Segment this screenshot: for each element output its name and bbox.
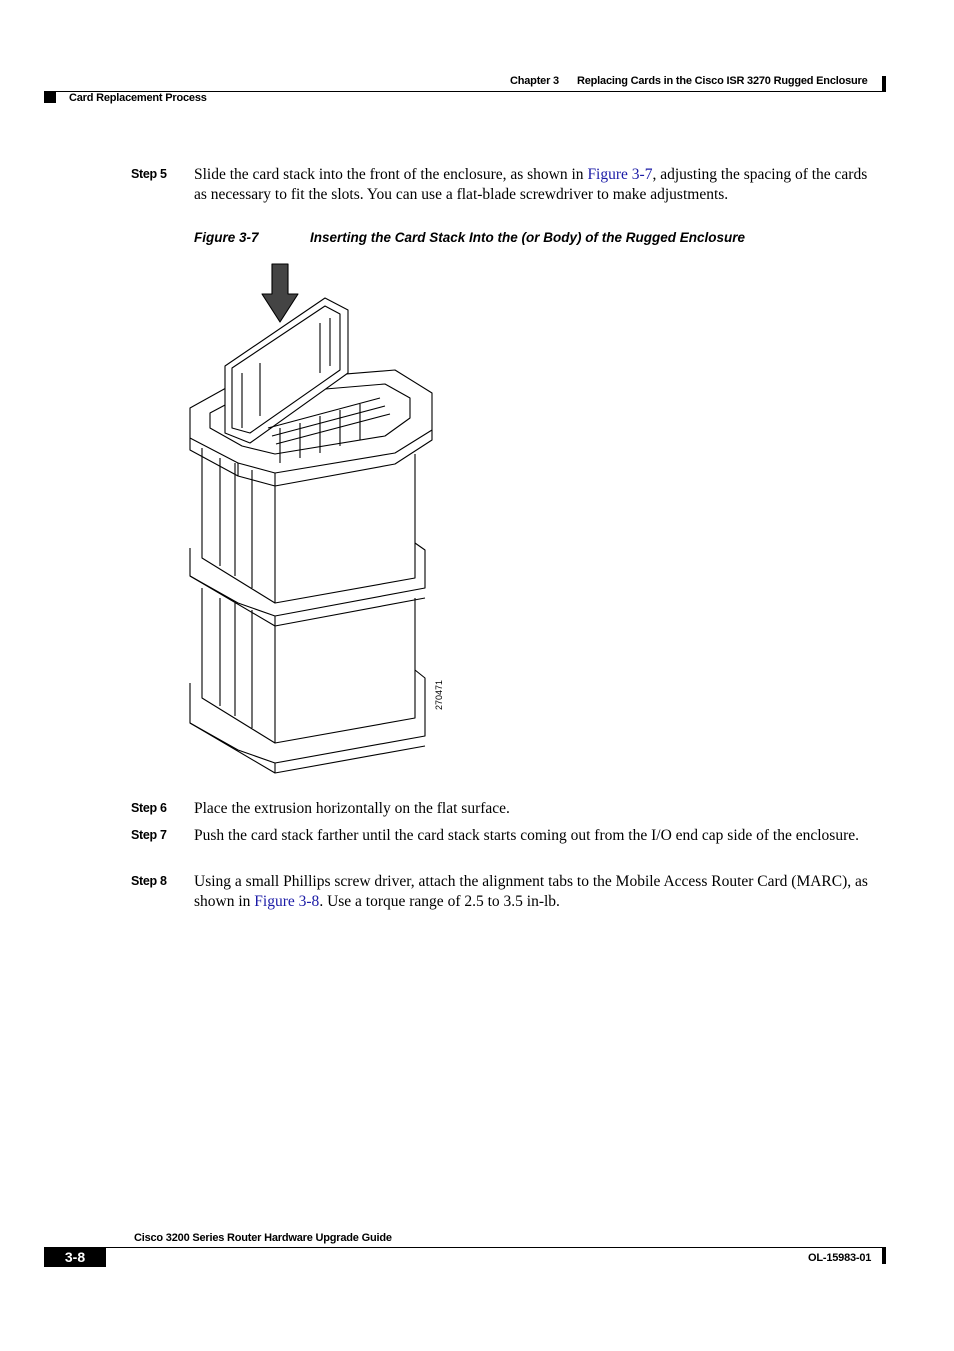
figure-3-8-link[interactable]: Figure 3-8	[254, 893, 320, 910]
art-id: 270471	[434, 679, 444, 710]
footer-book-title: Cisco 3200 Series Router Hardware Upgrade Guide	[134, 1232, 392, 1244]
step-8-label: Step 8	[131, 874, 167, 888]
header-section: Card Replacement Process	[69, 92, 207, 104]
step-8-text: Using a small Phillips screw driver, attach the alignment tabs to the Mobile Access Router Card (MARC), as shown in Figure 3-8. Use a torque range of 2.5 to 3.5 in-lb.	[194, 873, 868, 910]
figure-title: Inserting the Card Stack Into the (or Body) of the Rugged Enclosure	[310, 230, 746, 245]
figure-number: Figure 3-7	[194, 230, 259, 245]
footer-rule	[106, 1247, 886, 1248]
footer-page-number: 3-8	[44, 1247, 106, 1267]
header-chapter: Chapter 3	[510, 75, 559, 87]
header-right-bar	[882, 76, 886, 92]
header-chapter-title: Replacing Cards in the Cisco ISR 3270 Rugged Enclosure	[577, 75, 868, 87]
step-6-label: Step 6	[131, 801, 167, 815]
header-left-block	[44, 92, 56, 103]
step-7-label: Step 7	[131, 828, 167, 842]
card-stack-illustration	[180, 258, 450, 778]
step-5-text: Slide the card stack into the front of the enclosure, as shown in Figure 3-7, adjusting the spacing of the cards as necessary to fit the slots. You can use a flat-blade screwdriver to make adjustments.	[194, 166, 868, 203]
figure-3-7-link[interactable]: Figure 3-7	[587, 166, 653, 183]
step-5-label: Step 5	[131, 167, 167, 181]
step-7-text: Push the card stack farther until the card stack starts coming out from the I/O end cap side of the enclosure.	[194, 827, 859, 844]
footer-right-bar	[882, 1247, 886, 1264]
footer-doc-id: OL-15983-01	[808, 1252, 872, 1264]
step-6-text: Place the extrusion horizontally on the flat surface.	[194, 800, 510, 817]
